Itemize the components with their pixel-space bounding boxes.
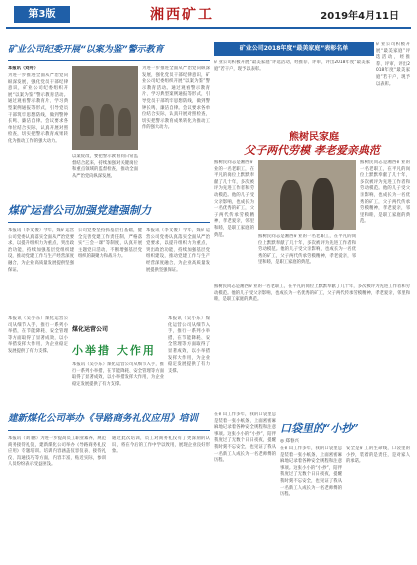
article-author: ◎ 郑春兴	[280, 439, 299, 444]
article-title: 煤矿运营公司加强党建强制力	[8, 204, 151, 217]
article-body: 矿业公司积极开展“最美家庭”评选活动，经推荐、评审，评出2018年度“最美家庭”若干户，现予以表彰。	[214, 60, 370, 72]
article-body-continued: 以案促改，要把警示教育同日常监督结合起来，持续加强对关键岗位和重点领域的监督检查，推动全面从严治党向纵深发展。	[72, 154, 138, 179]
article-title: 矿业公司纪委开展“以案为鉴”警示教育	[8, 45, 164, 55]
article-body: 本报讯（李文俊）今年，煤矿运营公司党委认真落实全面从严治党要求，以提升组织力为重点，突出政治功能，持续加强基层党组织建设，推动党建工作与生产经营深度融合，为企业高质量发展提供坚强保证。	[8, 228, 74, 273]
article-title: 小举措 大作用	[72, 344, 156, 357]
issue-date: 2019年4月11日	[320, 11, 399, 22]
article-party-building	[8, 200, 210, 312]
article-body-left: 本报讯（吴小东）煤化运营公司从细节入手，推行一系列小举措，在节能降耗、安全管理等方面取得了显著成效，以小举措发挥大作用，为企业稳定发展提供了有力支撑。	[8, 316, 68, 354]
article-body-right: 为进一步推进全面从严治党向纵深发展，强化党员干部纪律意识，矿业公司纪委组织开展“以案为鉴”警示教育活动。通过观看警示教育片、学习典型案例通报等形式，引导党员干部筑牢思想防线，做到警钟长鸣、廉洁自律。会议要求各单位结合实际，认真开展对照检查，切实把警示教育成果转化为推动工作的强大动力。	[142, 66, 210, 131]
article-etiquette-training	[8, 412, 210, 560]
article-side-column: 矿业公司积极开展“最美家庭”评选活动，经推荐、评审，评出2018年度“最美家庭”若干户，现予以表彰。	[376, 42, 410, 87]
article-title: 建新煤化公司举办《导路商务礼仪应用》培训	[8, 413, 199, 424]
article-body-right: 本报讯（吴小东）煤化运营公司从细节入手，推行一系列小举措，在节能降耗、安全管理等方面取得了显著成效，以小举措发挥大作用，为企业稳定发展提供了有力支撑。	[168, 316, 210, 374]
article-body-right: 安全是矿工的生命线，口袋里的小抄，装着的是责任，是对家人的承诺。	[346, 446, 410, 465]
title-underline	[8, 60, 210, 61]
article-body-right: 通过此次培训，员工对商务礼仪有了更深刻的认识，将在今后的工作中学以致用，展现企业良好形象。	[112, 436, 210, 455]
article-title: 口袋里的“小抄”	[280, 422, 359, 435]
title-underline	[8, 430, 210, 431]
masthead-title: 湘西矿工	[150, 7, 214, 23]
page-header	[0, 0, 417, 34]
article-body: 熊树民同志是湘西矿业的一名老职工，在平凡的岗位上默默奉献了几十年，多次被评为先进工作者和劳动模范。他的儿子受父亲影响，也成长为一名优秀的矿工，父子两代传承劳模精神，孝老爱亲，邻里和睦，是职工家庭的典范。	[214, 160, 254, 238]
article-body-right: 本报讯（李文俊）今年，煤矿运营公司党委认真落实全面从严治党要求，以提升组织力为重点，突出政治功能，持续加强基层党组织建设，推动党建工作与生产经营深度融合，为企业高质量发展提供坚强保证。	[146, 228, 210, 273]
article-small-measures	[8, 316, 210, 408]
article-kicker: 煤化运营公司	[72, 326, 109, 333]
article-body-below-photo: 熊树民同志是湘西矿业的一名老职工，在平凡的岗位上默默奉献了几十年，多次被评为先进工作者和劳动模范。他的儿子受父亲影响，也成长为一名优秀的矿工，父子两代传承劳模精神，孝老爱亲，邻里和睦，是职工家庭的典范。	[258, 234, 356, 266]
meeting-photo	[72, 66, 138, 150]
article-kicker: 熊树民家庭	[289, 132, 339, 143]
article-body: 为进一步推进全面从严治党向纵深发展，强化党员干部纪律意识，矿业公司纪委组织开展“以案为鉴”警示教育活动。通过观看警示教育片、学习典型案例通报等形式，引导党员干部筑牢思想防线，做到警钟长鸣、廉洁自律。会议要求各单位结合实际，认真开展对照检查，切实把警示教育成果转化为推动工作的强大动力。	[8, 73, 68, 144]
article-banner: 矿业公司2018年度“最美家庭”表彰名单	[214, 42, 374, 56]
article-body: 本报讯（刘 鹏）为进一步提高员工职业素养，规范商务接待礼仪，建新煤化公司举办《导路商务礼仪应用》专题培训。培训内容涵盖仪容仪表、接待礼仪、沟通技巧等方面，内容丰富，贴近实际，参训人员纷纷表示受益匪浅。	[8, 436, 106, 468]
article-model-family	[214, 128, 410, 280]
page-number: 第3版	[14, 6, 70, 23]
header-rule	[6, 27, 411, 29]
article-continuation: 熊树民同志是湘西矿业的一名老职工，在平凡的岗位上默默奉献了几十年，多次被评为先进工作者和劳动模范。他的儿子受父亲影响，也成长为一名优秀的矿工，父子两代传承劳模精神，孝老爱亲，邻里和睦，是职工家庭的典范。	[214, 284, 410, 303]
article-body-left: 在矿山工作多年，我的口袋里总是装着一张小纸条，上面密密麻麻地记录着各种安全规程和注意事项。这张小小的“小抄”，陪伴我度过了无数个日日夜夜，提醒我时刻不忘安全，也见证了我从一名新工人成长为一名老师傅的历程。	[214, 412, 276, 464]
article-body-middle: 公司党委坚持抓基层打基础，健全完善党建工作责任制，严格落实“三会一课”等制度，认真开展主题党日活动，不断增强基层党组织的凝聚力和战斗力。	[78, 228, 142, 260]
family-photo	[258, 160, 356, 230]
article-byline: 本报讯（刘舟）	[8, 66, 39, 71]
article-disciplinary-education	[8, 36, 210, 196]
article-title: 父子两代劳模 孝老爱亲典范	[244, 144, 380, 157]
article-pocket-notes	[214, 412, 410, 560]
title-underline	[8, 222, 210, 223]
article-body: 本报讯（吴小东）煤化运营公司从细节入手，推行一系列小举措，在节能降耗、安全管理等方面取得了显著成效，以小举措发挥大作用，为企业稳定发展提供了有力支撑。	[72, 362, 164, 387]
article-body: 在矿山工作多年，我的口袋里总是装着一张小纸条，上面密密麻麻地记录着各种安全规程和注意事项。这张小小的“小抄”，陪伴我度过了无数个日日夜夜，提醒我时刻不忘安全，也见证了我从一名新工人成长为一名老师傅的历程。	[280, 446, 342, 498]
article-body-right: 熊树民同志是湘西矿业的一名老职工，在平凡的岗位上默默奉献了几十年，多次被评为先进工作者和劳动模范。他的儿子受父亲影响，也成长为一名优秀的矿工，父子两代传承劳模精神，孝老爱亲，邻里和睦，是职工家庭的典范。	[360, 160, 410, 225]
article-best-family-list	[214, 36, 410, 126]
